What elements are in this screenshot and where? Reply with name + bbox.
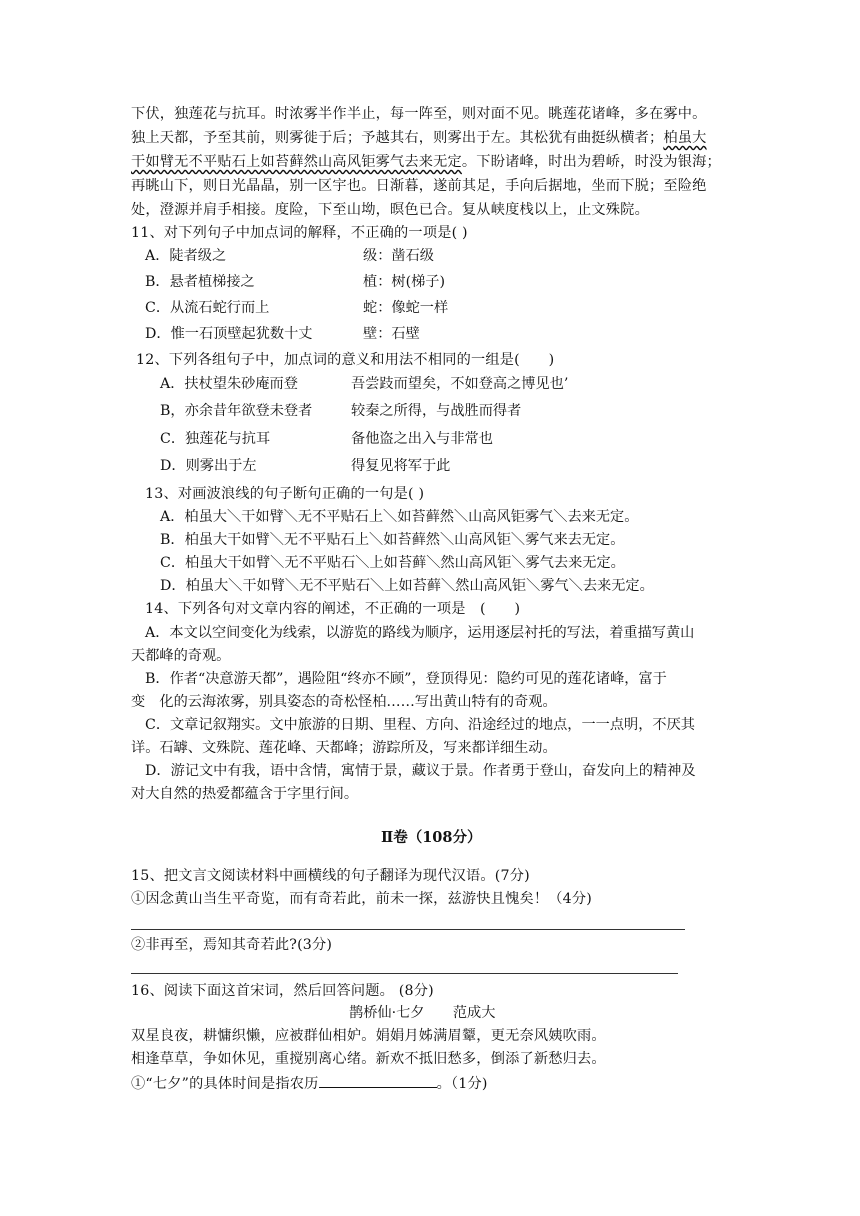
q14-option-c-line-2: 详。石罅、文殊院、莲花峰、天都峰；游踪所及，写来都详细生动。 <box>131 740 557 756</box>
q13-option-d: D．柏虽大＼干如臂＼无不平贴石＼上如苔藓＼然山高风钜＼雾气＼去来无定。 <box>160 578 654 594</box>
q15-sentence-2: ②非再至，焉知其奇若此?(3分) <box>131 937 333 953</box>
poem-line-1: 双星良夜，耕慵织懒，应被群仙相妒。娟娟月姊满眉颦，更无奈风姨吹雨。 <box>131 1028 606 1044</box>
passage-line-3: 干如臂无不平贴石上如苔藓然山高风钜雾气去来无定。下盼诸峰，时出为碧峤，时没为银海； <box>131 154 721 170</box>
passage-line-5: 处，澄源并肩手相接。度险，下至山坳，暝色已合。复从峡度栈以上，止文殊院。 <box>131 202 649 218</box>
q14-option-a-line-2: 天都峰的奇观。 <box>131 648 231 664</box>
q11-option-c-explanation: 蛇：像蛇一样 <box>363 300 449 316</box>
q11-option-d-explanation: 壁：石壁 <box>363 326 420 342</box>
q12-option-c: C．独莲花与抗耳 <box>160 431 271 447</box>
q15-answer-line-2[interactable] <box>131 973 678 974</box>
q12-option-c-pair: 备他盗之出入与非常也 <box>351 431 493 447</box>
q12-option-d-pair: 得复见将军于此 <box>351 458 451 474</box>
q12-option-a: A．扶杖望朱砂庵而登 <box>160 376 298 392</box>
q11-option-b-explanation: 植：树(梯子) <box>363 274 446 290</box>
question-16-stem: 16、阅读下面这首宋词，然后回答问题。 (8分) <box>131 983 434 999</box>
q11-option-a: A．陡者级之 <box>145 248 227 264</box>
q12-option-a-pair: 吾尝跂而望矣，不如登高之博见也’ <box>351 376 569 392</box>
q11-option-a-explanation: 级：凿石级 <box>363 248 434 264</box>
q14-option-d-line-2: 对大自然的热爱都蕴含于字里行间。 <box>131 786 359 802</box>
q12-option-d: D．则雾出于左 <box>160 458 257 474</box>
q11-option-c: C．从流石蛇行而上 <box>145 300 270 316</box>
passage-line-4: 再眺山下，则日光晶晶，别一区宇也。日渐暮，遂前其足，手向后据地，坐而下脱；至险绝 <box>131 178 707 194</box>
passage-line-1: 下伏，独莲花与抗耳。时浓雾半作半止，每一阵至，则对面不见。眺莲花诸峰，多在雾中。 <box>131 106 707 122</box>
q14-option-b-line-2: 变 化的云海浓雾，别具姿态的奇松怪柏……写出黄山特有的奇观。 <box>131 694 557 710</box>
q12-option-b-pair: 较秦之所得，与战胜而得者 <box>351 403 522 419</box>
section-2-heading: Ⅱ卷（108分） <box>381 829 482 846</box>
q13-option-b: B．柏虽大干如臂＼无不平贴石上＼如苔藓然＼山高风钜＼雾气来去无定。 <box>160 532 625 548</box>
question-15-stem: 15、把文言文阅读材料中画横线的句子翻译为现代汉语。(7分) <box>131 868 530 884</box>
question-11-stem: 11、对下列句子中加点词的解释，不正确的一项是( ) <box>131 225 468 241</box>
q13-option-a: A．柏虽大＼干如臂＼无不平贴石上＼如苔藓然＼山高风钜雾气＼去来无定。 <box>160 509 639 525</box>
passage-line-2: 独上天都，予至其前，则雾徙于后；予越其右，则雾出于左。其松犹有曲挺纵横者；柏虽大 <box>131 130 707 146</box>
q12-option-b: B，亦余昔年欲登未登者 <box>160 403 313 419</box>
q15-answer-line-1[interactable] <box>131 929 685 930</box>
q14-option-b-line-1: B．作者“决意游天都”，遇险阻“终亦不顾”，登顶得见：隐约可见的莲花诸峰，富于 <box>145 671 667 687</box>
wavy-underlined-sentence: 柏虽大 <box>663 130 707 146</box>
q11-option-d: D．惟一石顶壁起犹数十丈 <box>145 326 313 342</box>
question-13-stem: 13、对画波浪线的句子断句正确的一句是( ) <box>145 486 425 502</box>
question-14-stem: 14、下列各句对文章内容的阐述，不正确的一项是 ( ) <box>145 601 521 617</box>
q13-option-c: C．柏虽大干如臂＼无不平贴石＼上如苔藓＼然山高风钜＼雾气去来无定。 <box>160 555 625 571</box>
question-12-stem: 12、下列各组句子中，加点词的意义和用法不相同的一组是( ) <box>136 352 555 368</box>
q14-option-a-line-1: A．本文以空间变化为线索，以游览的路线为顺序，运用逐层衬托的写法，着重描写黄山 <box>145 625 695 641</box>
q16-answer-blank[interactable] <box>319 1073 437 1088</box>
wavy-underlined-sentence: 干如臂无不平贴石上如苔藓然山高风钜雾气去来无定 <box>131 154 462 170</box>
poem-line-2: 相逢草草，争如休见，重搅别离心绪。新欢不抵旧愁多，倒添了新愁归去。 <box>131 1051 606 1067</box>
q11-option-b: B．悬者植梯接之 <box>145 274 255 290</box>
q16-subquestion-1: ①“七夕”的具体时间是指农历 。（1分) <box>131 1073 488 1093</box>
q14-option-c-line-1: C．文章记叙翔实。文中旅游的日期、里程、方向、沿途经过的地点，一一点明，不厌其 <box>145 717 695 733</box>
q15-sentence-1: ①因念黄山当生平奇览，而有奇若此，前未一探，兹游快且愧矣！（4分) <box>131 891 592 907</box>
q14-option-d-line-1: D．游记文中有我，语中含情，寓情于景，藏议于景。作者勇于登山，奋发向上的精神及 <box>145 763 696 779</box>
poem-title: 鹊桥仙·七夕 范成大 <box>349 1005 496 1021</box>
